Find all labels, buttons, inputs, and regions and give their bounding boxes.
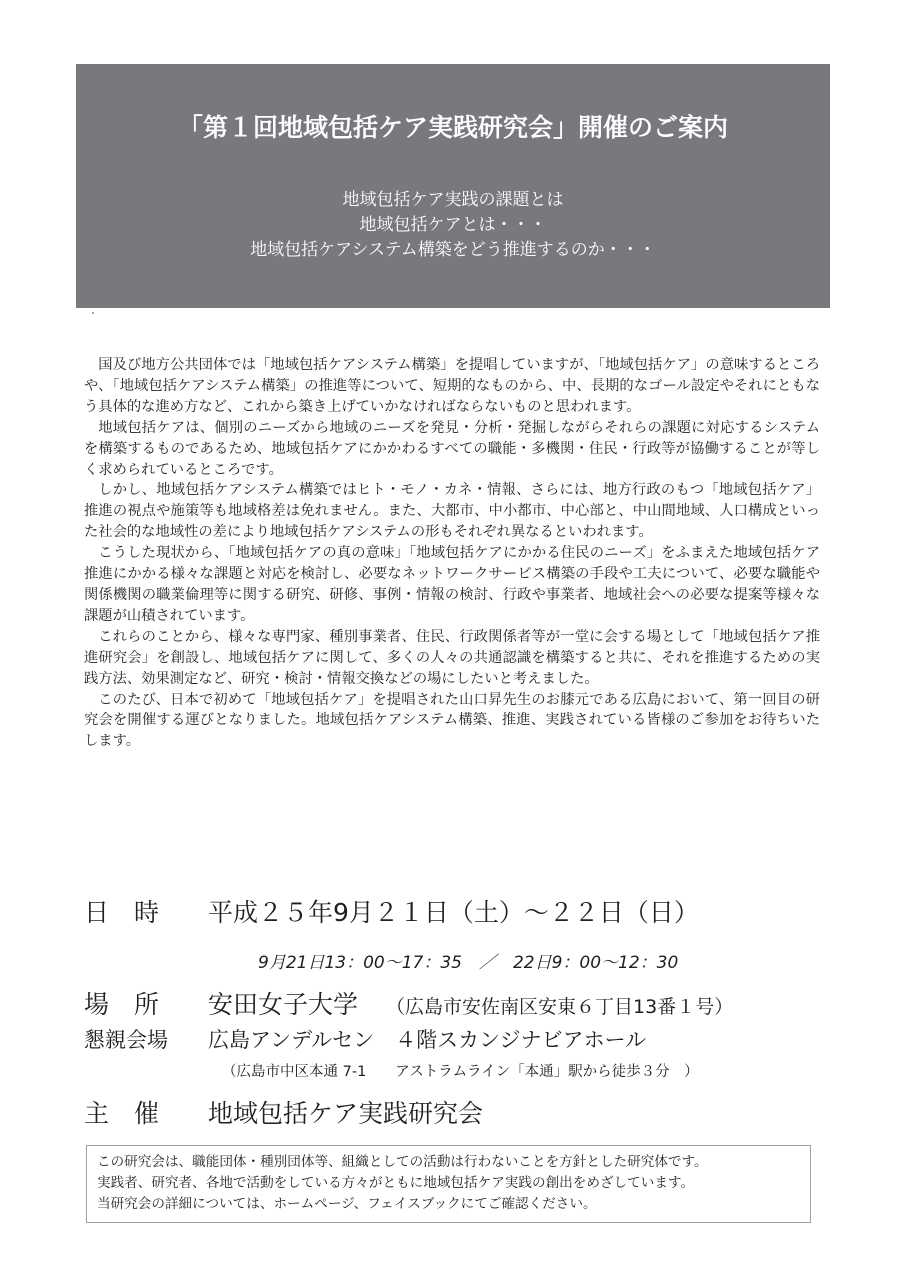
subtitle-line: 地域包括ケア実践の課題とは	[342, 190, 564, 210]
subtitle-line: 地域包括ケアとは・・・	[359, 215, 547, 235]
venue-label: 場 所	[84, 990, 160, 1019]
session-times: 9月21日13：00～17：35 ／ 22日9：00～12：30	[258, 953, 679, 973]
document-title: 「第１回地域包括ケア実践研究会」開催のご案内	[177, 113, 728, 142]
date-row	[84, 893, 699, 929]
party-label: 懇親会場	[84, 1028, 168, 1052]
subtitle-line: 地域包括ケアシステム構築をどう推進するのか・・・	[250, 240, 656, 260]
body-text	[84, 355, 820, 752]
venue-value: 安田女子大学	[208, 990, 359, 1019]
notice-line: 当研究会の詳細については、ホームページ、フェイスブックにてご確認ください。	[97, 1196, 597, 1212]
party-row	[84, 1024, 646, 1054]
party-value: 広島アンデルセン ４階スカンジナビアホール	[208, 1028, 647, 1052]
notice-line: 実践者、研究者、各地で活動をしている方々がともに地域包括ケア実践の創出をめざしています。	[97, 1175, 695, 1191]
body-paragraph: しかし、地域包括ケアシステム構築ではヒト・モノ・カネ・情報、さらには、地方行政のもつ「地域包括ケア」推進の視点や施策等も地域格差は免れません。また、大都市、中小都市、中心部と、中山間地域、人口構成といった社会的な地域性の差により地域包括ケアシステムの形もそれぞれ異なるといわれます。	[84, 482, 820, 541]
header-subtitle	[76, 188, 830, 263]
notice-box	[86, 1145, 811, 1223]
host-row	[84, 1094, 483, 1130]
date-value: 平成２５年9月２１日（土）～２２日（日）	[208, 898, 699, 927]
host-label: 主 催	[84, 1099, 160, 1128]
body-paragraph: これらのことから、様々な専門家、種別事業者、住民、行政関係者等が一堂に会する場として「地域包括ケア推進研究会」を創設し、地域包括ケアに関して、多くの人々の共通認識を構築すると共に、それを推進するための実践方法、効果測定など、研究・検討・情報交換などの場にしたいと考えました。	[84, 628, 820, 687]
header-banner	[76, 64, 830, 308]
body-paragraph: このたび、日本で初めて「地域包括ケア」を提唱された山口昇先生のお膝元である広島において、第一回目の研究会を開催する運びとなりました。地域包括ケアシステム構築、推進、実践されている皆様のご参加をお待ちいたします。	[84, 691, 820, 750]
venue-address: （広島市安佐南区安東６丁目13番１号）	[386, 996, 734, 1018]
scan-speck	[92, 312, 94, 314]
notice-line: この研究会は、職能団体・種別団体等、組織としての活動は行わないことを方針とした研究体です。	[97, 1154, 708, 1170]
body-paragraph: こうした現状から、「地域包括ケアの真の意味」「地域包括ケアにかかる住民のニーズ」をふまえた地域包括ケア推進にかかる様々な課題と対応を検討し、必要なネットワークサービス構築の手段や工夫について、必要な職能や関係機関の職業倫理等に関する研究、研修、事例・情報の検討、行政や事業者、地域社会への必要な提案等様々な課題が山積されています。	[84, 545, 820, 624]
body-paragraph: 国及び地方公共団体では「地域包括ケアシステム構築」を提唱していますが、「地域包括ケア」の意味するところや、「地域包括ケアシステム構築」の推進等について、短期的なものから、中、長期的なゴール設定やそれにともなう具体的な進め方など、これから築き上げていかなければならないものと思われます。	[84, 357, 820, 415]
date-label: 日 時	[84, 898, 160, 927]
venue-row	[84, 985, 733, 1021]
body-paragraph: 地域包括ケアは、個別のニーズから地域のニーズを発見・分析・発掘しながらそれらの課題に対応するシステムを構築するものであるため、地域包括ケアにかかわるすべての職能・多機関・住民・行政等が協働することが等しく求められているところです。	[84, 419, 820, 478]
party-address: （広島市中区本通 7-1 アストラムライン「本通」駅から徒歩３分 ）	[222, 1064, 699, 1080]
host-value: 地域包括ケア実践研究会	[208, 1099, 484, 1128]
